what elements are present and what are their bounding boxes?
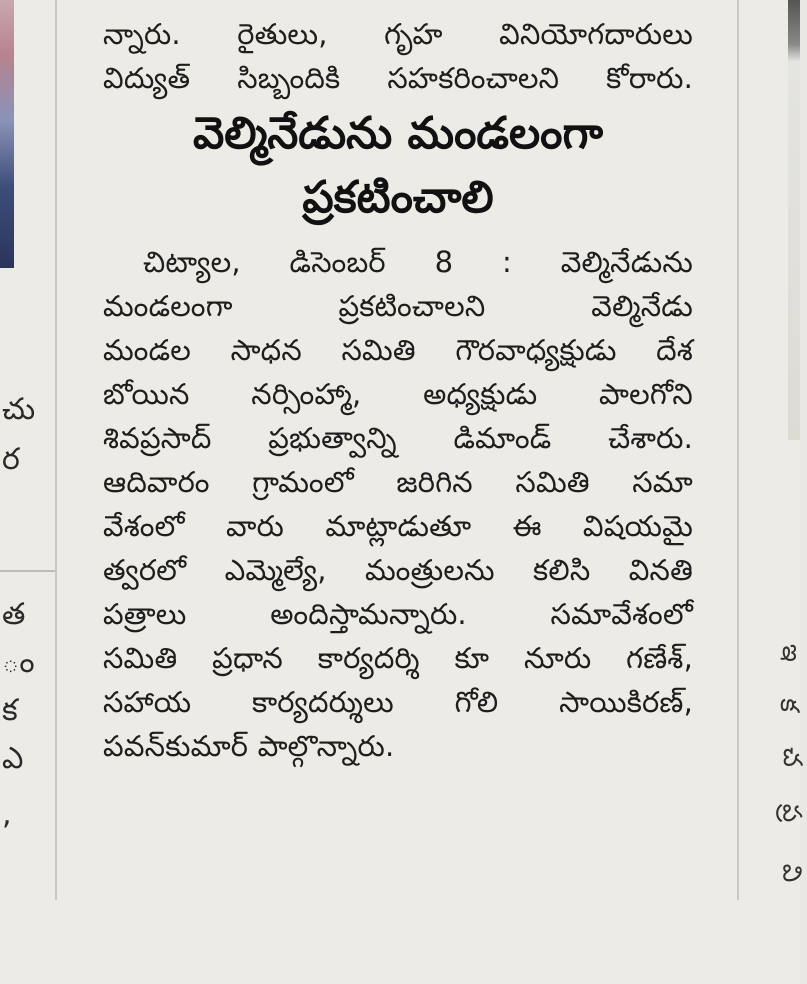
left-cropped-photo (0, 0, 14, 268)
right-column-fragment: వి (776, 863, 807, 883)
right-cropped-photo (788, 0, 800, 440)
article-body-line: శివప్రసాద్ ప్రభుత్వాన్ని డిమాండ్ చేశారు. (103, 421, 693, 455)
article-body-line: త్వరలో ఎమ్మెల్యే, మంత్రులను కలిసి వినతి (103, 553, 693, 587)
article-headline: ప్రకటించాలి (302, 172, 494, 223)
article-body-line: ఆదివారం గ్రామంలో జరిగిన సమితి సమా (103, 465, 693, 499)
article-body-line: వేశంలో వారు మాట్లాడుతూ ఈ విషయమై (103, 509, 693, 543)
right-column-fragment: ప్ర (776, 803, 807, 823)
headline-spacer (103, 230, 693, 240)
article-body-line: మండలంగా ప్రకటించాలని వెల్మినేడు (103, 289, 693, 323)
article-body-line: సహాయ కార్యదర్శులు గోలి సాయికిరణ్, (103, 685, 693, 719)
left-column-fragment: త (2, 597, 26, 632)
right-column-fragment: ఇ (775, 644, 806, 662)
left-column-fragment: , (2, 797, 12, 832)
left-column-fragment: ర (2, 442, 20, 477)
left-column-fragment: ం (2, 645, 35, 680)
left-column-divider (0, 570, 55, 572)
article-body-line: చిట్యాల, డిసెంబర్ 8 : వెల్మినేడును (143, 245, 693, 279)
intro-line: విద్యుత్ సిబ్బందికి సహకరించాలని కోరారు. (103, 61, 693, 95)
left-column-fragment: చు (2, 392, 36, 427)
right-column-fragment: క (773, 698, 804, 712)
right-column-fragment: చ (776, 747, 807, 767)
article-body-line: బోయిన నర్సింహ్మా, అధ్యక్షుడు పాలగోని (103, 377, 693, 411)
article-body-line: మండల సాధన సమితి గౌరవాధ్యక్షుడు దేశ (103, 333, 693, 367)
news-article (103, 0, 693, 768)
intro-line: న్నారు. రైతులు, గృహ వినియోగదారులు (103, 17, 693, 51)
article-body-line: పత్రాలు అందిస్తామన్నారు. సమావేశంలో (103, 597, 693, 631)
column-separator-left (55, 0, 57, 900)
column-separator-right (737, 0, 739, 900)
left-adjacent-column (0, 0, 55, 984)
article-headline: వెల్మినేడును మండలంగా (193, 108, 603, 159)
right-adjacent-column (740, 0, 807, 984)
article-body-line: సమితి ప్రధాన కార్యదర్శి కూ నూరు గణేశ్, (103, 641, 693, 675)
article-body-line: పవన్‌కుమార్ పాల్గొన్నారు. (103, 729, 395, 763)
left-column-fragment: క (2, 693, 18, 728)
left-column-fragment: ఎ (2, 741, 24, 776)
